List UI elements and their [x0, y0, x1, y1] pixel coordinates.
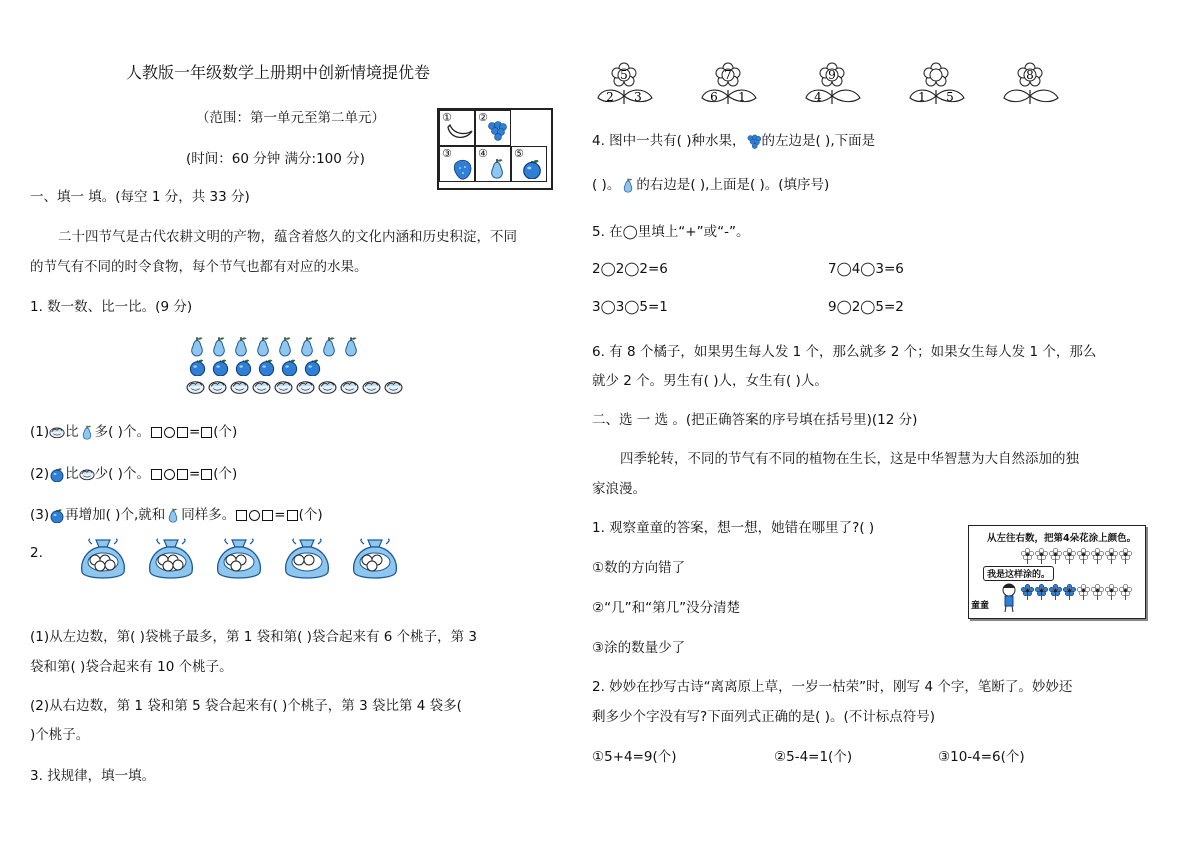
pear-icon: [210, 335, 228, 357]
answer-box[interactable]: [151, 469, 162, 480]
grid-cell-2: ②: [475, 110, 511, 146]
grid-cell-3: ③: [439, 146, 475, 182]
pear-icon: [79, 424, 95, 440]
flower-right-number: 1: [738, 90, 746, 104]
exam-scope: （范围：第一单元至第二单元）: [196, 110, 385, 126]
q4-line2: ( )。 的右边是( ),上面是( )。(填序号): [592, 177, 830, 193]
pear-icon: [254, 335, 272, 357]
apple-icon: [521, 157, 543, 179]
pear-icon: [276, 335, 294, 357]
section1-intro-line2: 的节气有不同的时令食物，每个节气也都有对应的水果。: [30, 259, 368, 275]
answer-box[interactable]: [236, 510, 247, 521]
blank-flower: [1091, 584, 1104, 600]
flower-top-number: 8: [1026, 68, 1034, 82]
flower-right-number: 3: [634, 90, 642, 104]
blank-flower: [1021, 548, 1034, 564]
panel-instruction: 从左往右数，把第4朵花涂上颜色。: [987, 533, 1137, 544]
blank-flower: [1119, 584, 1132, 600]
flower-left-number: 1: [918, 90, 926, 104]
pear-icon: [620, 177, 636, 193]
operator-circle[interactable]: [164, 427, 175, 438]
apple-icon: [303, 357, 322, 376]
peach-in-bag: [231, 561, 241, 571]
section1-intro-line1: 二十四节气是古代农耕文明的产物，蕴含着悠久的文化内涵和历史积淀，不同: [58, 229, 517, 245]
blank-flower: [1119, 548, 1132, 564]
q6-line2: 就少 2 个。男生有( )人，女生有( )人。: [592, 373, 828, 389]
blank-flower: [1077, 584, 1090, 600]
answer-box[interactable]: [287, 510, 298, 521]
number-flower: [908, 62, 968, 106]
girl-name: 童童: [971, 601, 990, 611]
colored-flower: [1035, 584, 1048, 600]
s2-q2-option3[interactable]: ③10-4=6(个): [938, 749, 1025, 765]
flower-right-number: 5: [946, 90, 954, 104]
flower-left-number: 6: [710, 90, 718, 104]
flower-left-number: 4: [814, 90, 822, 104]
s2-q2-line2: 剩多少个字没有写?下面列式正确的是( )。(不计标点符号): [592, 709, 936, 725]
pear-icon: [342, 335, 360, 357]
section2-heading: 二、选 一 选 。(把正确答案的序号填在括号里)(12 分): [592, 412, 918, 428]
apple-icon: [257, 357, 276, 376]
number-flower: [1002, 62, 1062, 106]
s2-q1-option2[interactable]: ②“几”和“第几”没分清楚: [592, 600, 741, 616]
blank-flower: [1049, 548, 1062, 564]
peach-row: [186, 378, 406, 394]
answer-box[interactable]: [151, 427, 162, 438]
peach-in-bag: [95, 561, 105, 571]
s2-q2-option2[interactable]: ②5-4=1(个): [774, 749, 853, 765]
pear-icon: [298, 335, 316, 357]
peach-icon: [340, 379, 359, 394]
blank-flower: [1063, 548, 1076, 564]
colored-flower: [1021, 584, 1034, 600]
answer-box[interactable]: [177, 469, 188, 480]
speech-bubble: 我是这样涂的。: [983, 566, 1054, 581]
peach-bag: [78, 538, 128, 582]
apple-icon: [280, 357, 299, 376]
grid-cell-1: ①: [439, 110, 475, 146]
s2-q1-option3[interactable]: ③涂的数量少了: [592, 640, 686, 656]
operator-circle[interactable]: [164, 469, 175, 480]
colored-flower: [1049, 584, 1062, 600]
answer-box[interactable]: [201, 469, 212, 480]
blank-flower: [1077, 548, 1090, 564]
blank-flower: [1035, 548, 1048, 564]
apple-icon: [211, 357, 230, 376]
peach-in-bag: [367, 561, 377, 571]
peach-icon: [208, 379, 227, 394]
pear-row: [188, 335, 364, 357]
q5-eq4[interactable]: 9◯2◯5=2: [828, 299, 904, 315]
peach-icon: [252, 379, 271, 394]
section2-intro-line1: 四季轮转，不同的节气有不同的植物在生长，这是中华智慧为大自然添加的独: [620, 451, 1079, 467]
blank-flower: [1105, 584, 1118, 600]
section2-intro-line2: 家浪漫。: [592, 481, 646, 497]
peach-bag: [214, 538, 264, 582]
grid-cell-4: ④: [475, 146, 511, 182]
flower-top-number: 9: [828, 68, 836, 82]
answer-box[interactable]: [177, 427, 188, 438]
flower-row-bottom: [1021, 584, 1133, 604]
peach-bag: [350, 538, 400, 582]
number-flower: [596, 62, 656, 106]
flower-top-number: 5: [620, 68, 628, 82]
pear-icon: [165, 507, 181, 523]
fruit-grid: [437, 108, 553, 190]
peach-icon: [362, 379, 381, 394]
s2-q2-option1[interactable]: ①5+4=9(个): [592, 749, 677, 765]
blank-flower: [1091, 548, 1104, 564]
apple-icon: [49, 507, 65, 523]
peach-in-bag: [105, 560, 115, 570]
q5-eq2[interactable]: 7◯4◯3=6: [828, 261, 904, 277]
apple-icon: [188, 357, 207, 376]
flower-left-number: 2: [606, 90, 614, 104]
peach-icon: [296, 379, 315, 394]
q1-title: 1. 数一数、比一比。(9 分): [30, 299, 193, 315]
peach-in-bag: [294, 555, 304, 565]
flower-row-top: [1021, 548, 1133, 568]
flower-top-number: 7: [724, 68, 732, 82]
q1-sub2: (2) 比 少( )个。 = (个): [30, 466, 238, 482]
q1-sub3: (3) 再增加( )个,就和 同样多。 = (个): [30, 507, 323, 523]
q3-title: 3. 找规律，填一填。: [30, 768, 156, 784]
q2-line2: 袋和第( )袋合起来有 10 个桃子。: [30, 659, 233, 675]
peach-icon: [384, 379, 403, 394]
answer-box[interactable]: [201, 427, 212, 438]
peach-bag: [146, 538, 196, 582]
blank-flower: [1105, 548, 1118, 564]
peach-bags: [78, 538, 418, 586]
q1-sub1: (1) 比 多( )个。 = (个): [30, 424, 238, 440]
q6-line1: 6. 有 8 个橘子，如果男生每人发 1 个，那么就多 2 个；如果女生每人发 1 个，那么: [592, 344, 1097, 360]
q2-line3: (2)从右边数，第 1 袋和第 5 袋合起来有( )个桃子，第 3 袋比第 4 袋多(: [30, 698, 462, 714]
flower-pattern: [596, 62, 1076, 106]
girl-icon: [999, 582, 1019, 612]
exam-time: (时间：60 分钟 满分:100 分): [186, 151, 365, 167]
peach-in-bag: [173, 560, 183, 570]
banana-icon: [446, 123, 474, 143]
peach-in-bag: [163, 561, 173, 571]
q2-line1: (1)从左边数，第( )袋桃子最多，第 1 袋和第( )袋合起来有 6 个桃子，第 3: [30, 629, 477, 645]
s2-q2-line1: 2. 妙妙在抄写古诗“离离原上草，一岁一枯荣”时，刚写 4 个字，笔断了。妙妙还: [592, 679, 1073, 695]
peach-icon: [230, 379, 249, 394]
q5-title: 5. 在◯里填上“+”或“-”。: [592, 224, 750, 240]
page-title: 人教版一年级数学上册期中创新情境提优卷: [126, 63, 431, 82]
grapes-icon: [746, 133, 762, 149]
q5-eq3[interactable]: 3◯3◯5=1: [592, 299, 668, 315]
strawberry-icon: [452, 159, 474, 181]
section1-heading: 一、填一 填。(每空 1 分，共 33 分): [30, 189, 250, 205]
q2-label: 2.: [30, 545, 43, 561]
peach-icon: [49, 424, 65, 440]
peach-icon: [79, 466, 95, 482]
pear-icon: [232, 335, 250, 357]
grid-cell-5: ⑤: [511, 146, 547, 182]
number-flower: [700, 62, 760, 106]
number-flower: [804, 62, 864, 106]
q4-line1: 4. 图中一共有( )种水果， 的左边是( ),下面是: [592, 133, 876, 149]
peach-icon: [186, 379, 205, 394]
peach-icon: [318, 379, 337, 394]
answer-box[interactable]: [262, 510, 273, 521]
peach-icon: [274, 379, 293, 394]
apple-row: [188, 357, 326, 376]
colored-flower: [1063, 584, 1076, 600]
q5-eq1[interactable]: 2◯2◯2=6: [592, 261, 668, 277]
peach-bag: [282, 538, 332, 582]
tongtong-panel: [968, 525, 1146, 619]
pear-icon: [488, 156, 506, 180]
s2-q1-option1[interactable]: ①数的方向错了: [592, 560, 686, 576]
q2-line4: )个桃子。: [30, 727, 90, 743]
operator-circle[interactable]: [249, 510, 260, 521]
s2-q1-title: 1. 观察童童的答案，想一想，她错在哪里了?( ): [592, 520, 875, 536]
apple-icon: [49, 466, 65, 482]
pear-icon: [320, 335, 338, 357]
grapes-icon: [486, 119, 508, 141]
apple-icon: [234, 357, 253, 376]
pear-icon: [188, 335, 206, 357]
peach-in-bag: [304, 555, 314, 565]
